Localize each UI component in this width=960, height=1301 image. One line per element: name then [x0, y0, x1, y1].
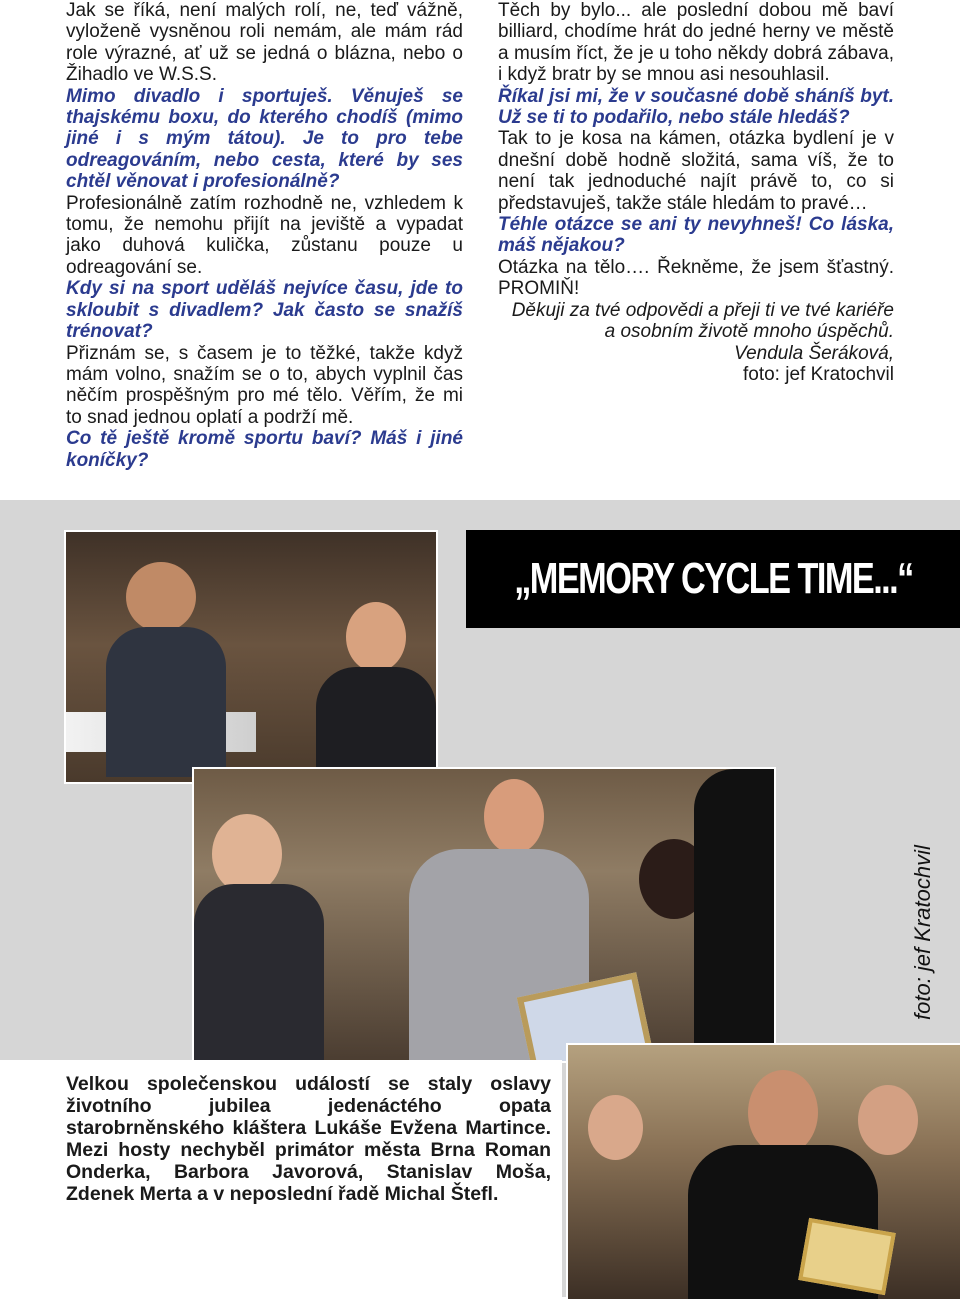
photo-group-gift [192, 767, 776, 1063]
question-paragraph: Mimo divadlo i sportuješ. Věnuješ se thajskému boxu, do kterého chodíš (mimo jiné i s mým tátou). Je to pro tebe odreagováním, nebo cesta, které by ses chtěl věnovat i profesionálně? [66, 85, 463, 193]
question-paragraph: Téhle otázce se ani ty nevyhneš! Co láska, máš nějakou? [498, 214, 894, 257]
answer-paragraph: Přiznám se, s časem je to těžké, takže když mám volno, snažím se o to, abych vyplnil čas něčím prospěšným pro mé tělo. Věřím, že mi to snad jednou oplatí a podrží mě. [66, 342, 463, 428]
right-article-column [498, 0, 894, 385]
question-paragraph: Co tě ještě kromě sportu baví? Máš i jiné koníčky? [66, 428, 463, 471]
person-silhouette [194, 884, 324, 1063]
left-article-column [66, 0, 463, 471]
answer-paragraph: Otázka na tělo…. Řekněme, že jsem šťastný. PROMIŇ! [498, 256, 894, 300]
person-silhouette [694, 769, 774, 1061]
photo-abbot-gift [566, 1043, 960, 1301]
question-paragraph: Kdy si na sport uděláš nejvíce času, jde to skloubit s divadlem? Jak často se snažíš trénovat? [66, 278, 463, 343]
answer-paragraph: Jak se říká, není malých rolí, ne, teď vážně, vyloženě vysněnou roli nemám, ale mám rád role výrazné, ať už se jedná o blázna, nebo o Žihadlo ve W.S.S. [66, 0, 463, 86]
closing-thanks: Děkuji za tvé odpovědi a přeji ti ve tvé kariéře a osobním životě mnoho úspěchů. [511, 299, 894, 343]
vertical-photo-credit: foto: jef Kratochvil [910, 845, 935, 1020]
banner-title: „MEMORY CYCLE TIME...“ [513, 554, 913, 603]
answer-paragraph: Těch by bylo... ale poslední dobou mě baví billiard, chodíme hrát do jedné herny ve městě a musím říct, že je u toho někdy dobrá zábava, i když bratr by se mnou asi nesouhlasil. [498, 0, 894, 86]
photo-caption: Velkou společenskou událostí se staly oslavy životního jubilea jedenáctého opata starobrněnského kláštera Lukáše Evžena Martince. Mezi hosty nechyběl primátor města Brna Roman Onderka, Barbora Javorová, Stanislav Moša, Zdenek Merta a v neposlední řadě Michal Štefl. [66, 1073, 551, 1205]
person-silhouette [106, 627, 226, 777]
author-signature: Vendula Šeráková, [734, 342, 894, 364]
person-silhouette [126, 562, 196, 632]
person-silhouette [346, 602, 406, 672]
person-silhouette [212, 814, 282, 894]
article-photo-credit: foto: jef Kratochvil [742, 363, 894, 385]
person-silhouette [484, 779, 544, 854]
photo-singer-performing [64, 530, 438, 784]
person-silhouette [748, 1070, 818, 1155]
person-silhouette [858, 1085, 918, 1155]
answer-paragraph: Profesionálně zatím rozhodně ne, vzhledem k tomu, že nemohu přijít na jeviště a vypadat jako duhová kulička, zůstanu pouze u odreagování se. [66, 192, 463, 278]
question-paragraph: Říkal jsi mi, že v současné době sháníš byt. Už se ti to podařilo, nebo stále hledáš? [498, 85, 894, 129]
person-silhouette [588, 1095, 643, 1160]
answer-paragraph: Tak to je kosa na kámen, otázka bydlení je v dnešní době hodně složitá, sama víš, že to není tak jednoduché najít právě to, co si představuješ, takže stále hledám to pravé… [498, 128, 894, 214]
memory-cycle-time-banner [466, 530, 960, 628]
